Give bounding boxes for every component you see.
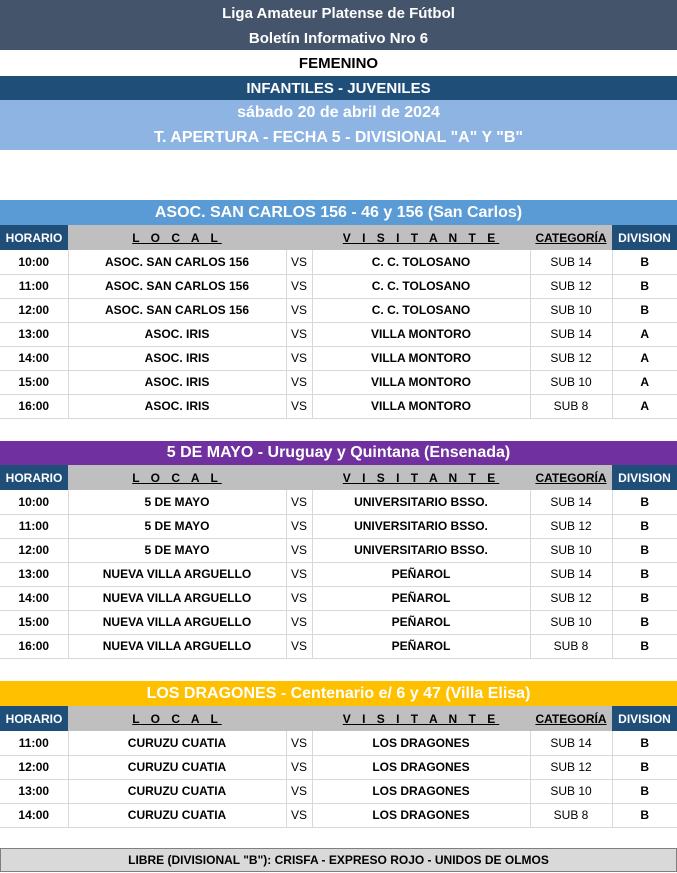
table-row [0, 803, 677, 827]
match-category: SUB 8 [530, 394, 612, 418]
match-visitor: VILLA MONTORO [312, 394, 530, 418]
match-category: SUB 12 [530, 755, 612, 779]
col-local: L O C A L [68, 465, 286, 490]
match-division: B [612, 755, 677, 779]
col-division: DIVISION [612, 465, 677, 490]
table-row [0, 346, 677, 370]
col-time: HORARIO [0, 225, 68, 250]
table-row [0, 514, 677, 538]
match-local: ASOC. SAN CARLOS 156 [68, 250, 286, 274]
match-vs: VS [286, 322, 312, 346]
match-vs: VS [286, 250, 312, 274]
match-time: 14:00 [0, 586, 68, 610]
match-vs: VS [286, 755, 312, 779]
table-row [0, 394, 677, 418]
levels-title: INFANTILES - JUVENILES [0, 76, 677, 100]
table-row [0, 370, 677, 394]
table-row [0, 538, 677, 562]
table-header-row [0, 225, 677, 250]
match-visitor: PEÑAROL [312, 610, 530, 634]
match-vs: VS [286, 394, 312, 418]
match-vs: VS [286, 562, 312, 586]
match-vs: VS [286, 298, 312, 322]
match-visitor: UNIVERSITARIO BSSO. [312, 514, 530, 538]
match-division: B [612, 731, 677, 755]
match-visitor: VILLA MONTORO [312, 370, 530, 394]
col-category: CATEGORÍA [530, 465, 612, 490]
match-category: SUB 14 [530, 322, 612, 346]
col-vs [286, 225, 312, 250]
category-title: FEMENINO [0, 50, 677, 76]
col-category: CATEGORÍA [530, 706, 612, 731]
match-category: SUB 10 [530, 610, 612, 634]
match-vs: VS [286, 731, 312, 755]
venue-rows-1 [0, 250, 677, 418]
match-time: 11:00 [0, 274, 68, 298]
col-division: DIVISION [612, 225, 677, 250]
venue-title-1: ASOC. SAN CARLOS 156 - 46 y 156 (San Carlos) [0, 200, 677, 225]
table-row [0, 322, 677, 346]
tournament-title: T. APERTURA - FECHA 5 - DIVISIONAL "A" Y "B" [0, 126, 677, 150]
match-division: A [612, 370, 677, 394]
match-category: SUB 14 [530, 250, 612, 274]
match-vs: VS [286, 586, 312, 610]
match-local: ASOC. SAN CARLOS 156 [68, 274, 286, 298]
match-visitor: LOS DRAGONES [312, 731, 530, 755]
col-visitor: V I S I T A N T E [312, 225, 530, 250]
match-division: B [612, 610, 677, 634]
match-local: NUEVA VILLA ARGUELLO [68, 610, 286, 634]
match-category: SUB 14 [530, 731, 612, 755]
match-vs: VS [286, 514, 312, 538]
col-category: CATEGORÍA [530, 225, 612, 250]
match-local: 5 DE MAYO [68, 490, 286, 514]
match-visitor: PEÑAROL [312, 634, 530, 658]
match-category: SUB 14 [530, 490, 612, 514]
match-visitor: C. C. TOLOSANO [312, 250, 530, 274]
venue-rows-2 [0, 490, 677, 658]
venue-table-3 [0, 706, 677, 828]
col-local: L O C A L [68, 706, 286, 731]
match-visitor: LOS DRAGONES [312, 803, 530, 827]
table-row [0, 490, 677, 514]
match-division: B [612, 634, 677, 658]
col-vs [286, 465, 312, 490]
match-division: B [612, 803, 677, 827]
match-local: ASOC. IRIS [68, 346, 286, 370]
venue-table-2 [0, 465, 677, 659]
date-title: sábado 20 de abril de 2024 [0, 100, 677, 126]
match-category: SUB 8 [530, 803, 612, 827]
match-local: ASOC. IRIS [68, 370, 286, 394]
match-local: ASOC. SAN CARLOS 156 [68, 298, 286, 322]
table-row [0, 634, 677, 658]
match-vs: VS [286, 346, 312, 370]
match-local: 5 DE MAYO [68, 538, 286, 562]
match-vs: VS [286, 634, 312, 658]
match-time: 15:00 [0, 370, 68, 394]
match-time: 10:00 [0, 490, 68, 514]
match-division: B [612, 250, 677, 274]
match-division: A [612, 394, 677, 418]
table-header-row [0, 706, 677, 731]
match-time: 11:00 [0, 514, 68, 538]
match-local: CURUZU CUATIA [68, 731, 286, 755]
match-visitor: UNIVERSITARIO BSSO. [312, 538, 530, 562]
match-time: 16:00 [0, 394, 68, 418]
match-visitor: LOS DRAGONES [312, 755, 530, 779]
table-row [0, 731, 677, 755]
table-row [0, 562, 677, 586]
match-division: A [612, 322, 677, 346]
table-row [0, 779, 677, 803]
match-visitor: UNIVERSITARIO BSSO. [312, 490, 530, 514]
match-local: ASOC. IRIS [68, 322, 286, 346]
match-division: A [612, 346, 677, 370]
match-local: CURUZU CUATIA [68, 803, 286, 827]
match-time: 13:00 [0, 779, 68, 803]
match-time: 13:00 [0, 322, 68, 346]
match-division: B [612, 298, 677, 322]
table-row [0, 586, 677, 610]
match-time: 15:00 [0, 610, 68, 634]
col-visitor: V I S I T A N T E [312, 465, 530, 490]
match-time: 12:00 [0, 298, 68, 322]
match-category: SUB 8 [530, 634, 612, 658]
match-division: B [612, 586, 677, 610]
col-local: L O C A L [68, 225, 286, 250]
match-category: SUB 10 [530, 538, 612, 562]
match-vs: VS [286, 610, 312, 634]
match-vs: VS [286, 370, 312, 394]
venue-rows-3 [0, 731, 677, 827]
table-row [0, 610, 677, 634]
match-category: SUB 12 [530, 274, 612, 298]
match-local: CURUZU CUATIA [68, 755, 286, 779]
match-local: CURUZU CUATIA [68, 779, 286, 803]
match-category: SUB 10 [530, 370, 612, 394]
col-time: HORARIO [0, 706, 68, 731]
col-time: HORARIO [0, 465, 68, 490]
match-local: 5 DE MAYO [68, 514, 286, 538]
match-vs: VS [286, 538, 312, 562]
league-title: Liga Amateur Platense de Fútbol [0, 0, 677, 26]
col-visitor: V I S I T A N T E [312, 706, 530, 731]
match-visitor: VILLA MONTORO [312, 346, 530, 370]
match-visitor: PEÑAROL [312, 586, 530, 610]
match-category: SUB 12 [530, 346, 612, 370]
match-vs: VS [286, 490, 312, 514]
venue-title-3: LOS DRAGONES - Centenario e/ 6 y 47 (Villa Elisa) [0, 681, 677, 706]
match-local: NUEVA VILLA ARGUELLO [68, 586, 286, 610]
match-time: 14:00 [0, 803, 68, 827]
col-division: DIVISION [612, 706, 677, 731]
match-time: 13:00 [0, 562, 68, 586]
match-time: 11:00 [0, 731, 68, 755]
match-visitor: VILLA MONTORO [312, 322, 530, 346]
match-category: SUB 12 [530, 586, 612, 610]
match-time: 14:00 [0, 346, 68, 370]
match-division: B [612, 779, 677, 803]
table-row [0, 298, 677, 322]
table-row [0, 755, 677, 779]
match-vs: VS [286, 779, 312, 803]
match-time: 12:00 [0, 538, 68, 562]
match-division: B [612, 514, 677, 538]
match-time: 12:00 [0, 755, 68, 779]
match-category: SUB 10 [530, 779, 612, 803]
match-vs: VS [286, 274, 312, 298]
match-time: 16:00 [0, 634, 68, 658]
match-category: SUB 12 [530, 514, 612, 538]
match-visitor: LOS DRAGONES [312, 779, 530, 803]
match-vs: VS [286, 803, 312, 827]
table-row [0, 274, 677, 298]
match-category: SUB 14 [530, 562, 612, 586]
match-division: B [612, 562, 677, 586]
col-vs [286, 706, 312, 731]
match-division: B [612, 490, 677, 514]
match-category: SUB 10 [530, 298, 612, 322]
table-header-row [0, 465, 677, 490]
bulletin-number: Boletín Informativo Nro 6 [0, 26, 677, 50]
match-visitor: C. C. TOLOSANO [312, 274, 530, 298]
match-time: 10:00 [0, 250, 68, 274]
match-visitor: C. C. TOLOSANO [312, 298, 530, 322]
match-division: B [612, 538, 677, 562]
match-division: B [612, 274, 677, 298]
venue-table-1 [0, 225, 677, 419]
match-local: NUEVA VILLA ARGUELLO [68, 634, 286, 658]
match-local: NUEVA VILLA ARGUELLO [68, 562, 286, 586]
footer-free-teams: LIBRE (DIVISIONAL "B"): CRISFA - EXPRESO ROJO - UNIDOS DE OLMOS [0, 848, 677, 872]
venue-title-2: 5 DE MAYO - Uruguay y Quintana (Ensenada) [0, 441, 677, 465]
match-local: ASOC. IRIS [68, 394, 286, 418]
table-row [0, 250, 677, 274]
match-visitor: PEÑAROL [312, 562, 530, 586]
